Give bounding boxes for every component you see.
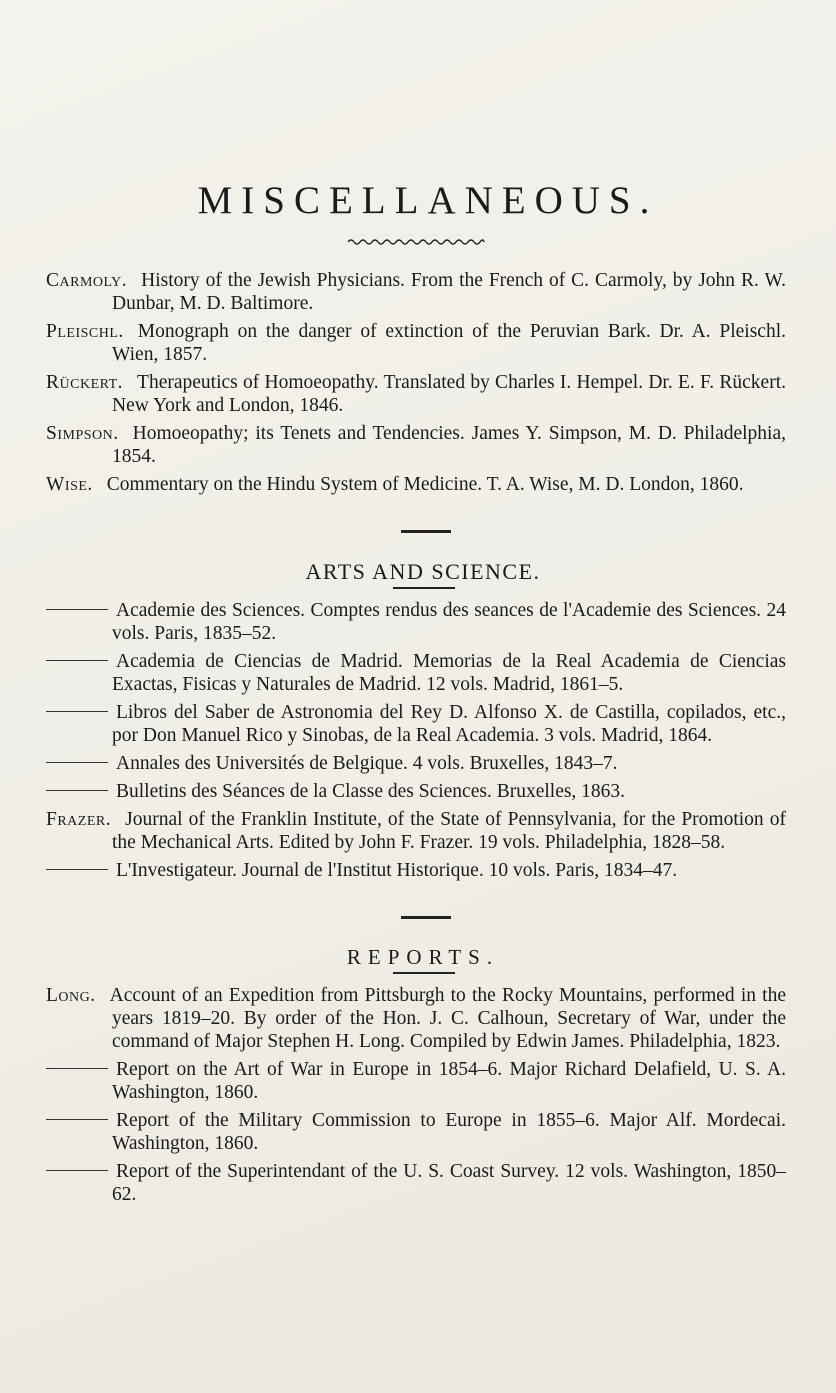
bib-entry [46, 752, 786, 775]
entry-author: Long. [46, 985, 96, 1006]
ditto-dash [46, 1119, 108, 1121]
bib-entry [46, 780, 786, 803]
ditto-dash [46, 1068, 108, 1070]
bib-entry [46, 269, 786, 315]
entry-author: Frazer. [46, 809, 112, 830]
heading-arts-and-science: ARTS AND SCIENCE. [305, 559, 541, 584]
heading-reports: REPORTS. [346, 945, 500, 969]
misc-list [46, 269, 786, 496]
entry-text: Journal of the Franklin Institute, of the State of Pennsylvania, for the Promotion of the Mechanical Arts. Edited by John F. Frazer. 19 vols. Philadelphia, 1828–58. [112, 809, 786, 853]
entry-author: Carmoly. [46, 270, 128, 291]
reports-list [46, 984, 786, 1206]
entry-author: Pleischl. [46, 321, 124, 342]
entry-text: Therapeutics of Homoeopathy. Translated by Charles I. Hempel. Dr. E. F. Rückert. New York and London, 1846. [112, 372, 786, 416]
entry-author: Rückert. [46, 372, 124, 393]
ditto-dash [46, 762, 108, 764]
page-content [46, 178, 786, 1211]
bib-entry [46, 701, 786, 747]
ditto-dash [46, 711, 108, 713]
bib-entry [46, 1058, 786, 1104]
entry-text: Libros del Saber de Astronomia del Rey D. Alfonso X. de Castilla, copilados, etc., por Don Manuel Rico y Sinobas, de la Real Academia. 3 vols. Madrid, 1864. [112, 702, 786, 746]
ditto-dash [46, 609, 108, 611]
entry-text: Report of the Military Commission to Europe in 1855–6. Major Alf. Mordecai. Washington, 1860. [112, 1110, 786, 1154]
entry-text: Bulletins des Séances de la Classe des Sciences. Bruxelles, 1863. [116, 781, 626, 802]
entry-text: Academia de Ciencias de Madrid. Memorias de la Real Academia de Ciencias Exactas, Fisicas y Naturales de Madrid. 12 vols. Madrid, 1861–5. [112, 651, 786, 695]
bib-entry [46, 473, 786, 496]
entry-text: Report on the Art of War in Europe in 1854–6. Major Richard Delafield, U. S. A. Washington, 1860. [112, 1059, 786, 1103]
entry-text: History of the Jewish Physicians. From the French of C. Carmoly, by John R. W. Dunbar, M. D. Baltimore. [112, 270, 786, 314]
bib-entry [46, 599, 786, 645]
bib-entry [46, 1109, 786, 1155]
ditto-dash [46, 1170, 108, 1172]
wavy-ornament [346, 237, 486, 247]
heading-underline [393, 587, 455, 589]
ditto-dash [46, 790, 108, 792]
ditto-dash [46, 869, 108, 871]
bib-entry [46, 422, 786, 468]
entry-text: Monograph on the danger of extinction of the Peruvian Bark. Dr. A. Pleischl. Wien, 1857. [112, 321, 786, 365]
bib-entry [46, 808, 786, 854]
entry-author: Wise. [46, 474, 93, 495]
bib-entry [46, 1160, 786, 1206]
bib-entry [46, 371, 786, 417]
entry-text: Annales des Universités de Belgique. 4 vols. Bruxelles, 1843–7. [116, 753, 618, 774]
section-divider [401, 916, 451, 919]
heading-miscellaneous: MISCELLANEOUS. [197, 179, 659, 222]
entry-text: Homoeopathy; its Tenets and Tendencies. James Y. Simpson, M. D. Philadelphia, 1854. [112, 423, 786, 467]
ditto-dash [46, 660, 108, 662]
bib-entry [46, 984, 786, 1053]
entry-text: Academie des Sciences. Comptes rendus des seances de l'Academie des Sciences. 24 vols. Paris, 1835–52. [112, 600, 786, 644]
heading-underline [393, 972, 455, 974]
entry-text: Report of the Superintendant of the U. S. Coast Survey. 12 vols. Washington, 1850–62. [112, 1161, 786, 1205]
entry-author: Simpson. [46, 423, 119, 444]
section-divider [401, 530, 451, 533]
bib-entry [46, 320, 786, 366]
entry-text: Account of an Expedition from Pittsburgh to the Rocky Mountains, performed in the years 1819–20. By order of the Hon. J. C. Calhoun, Secretary of War, under the command of Major Stephen H. Long. Compiled by Edwin James. Philadelphia, 1823. [109, 985, 786, 1052]
arts-list [46, 599, 786, 882]
entry-text: L'Investigateur. Journal de l'Institut Historique. 10 vols. Paris, 1834–47. [116, 860, 678, 881]
bib-entry [46, 859, 786, 882]
bib-entry [46, 650, 786, 696]
entry-text: Commentary on the Hindu System of Medicine. T. A. Wise, M. D. London, 1860. [106, 474, 744, 495]
